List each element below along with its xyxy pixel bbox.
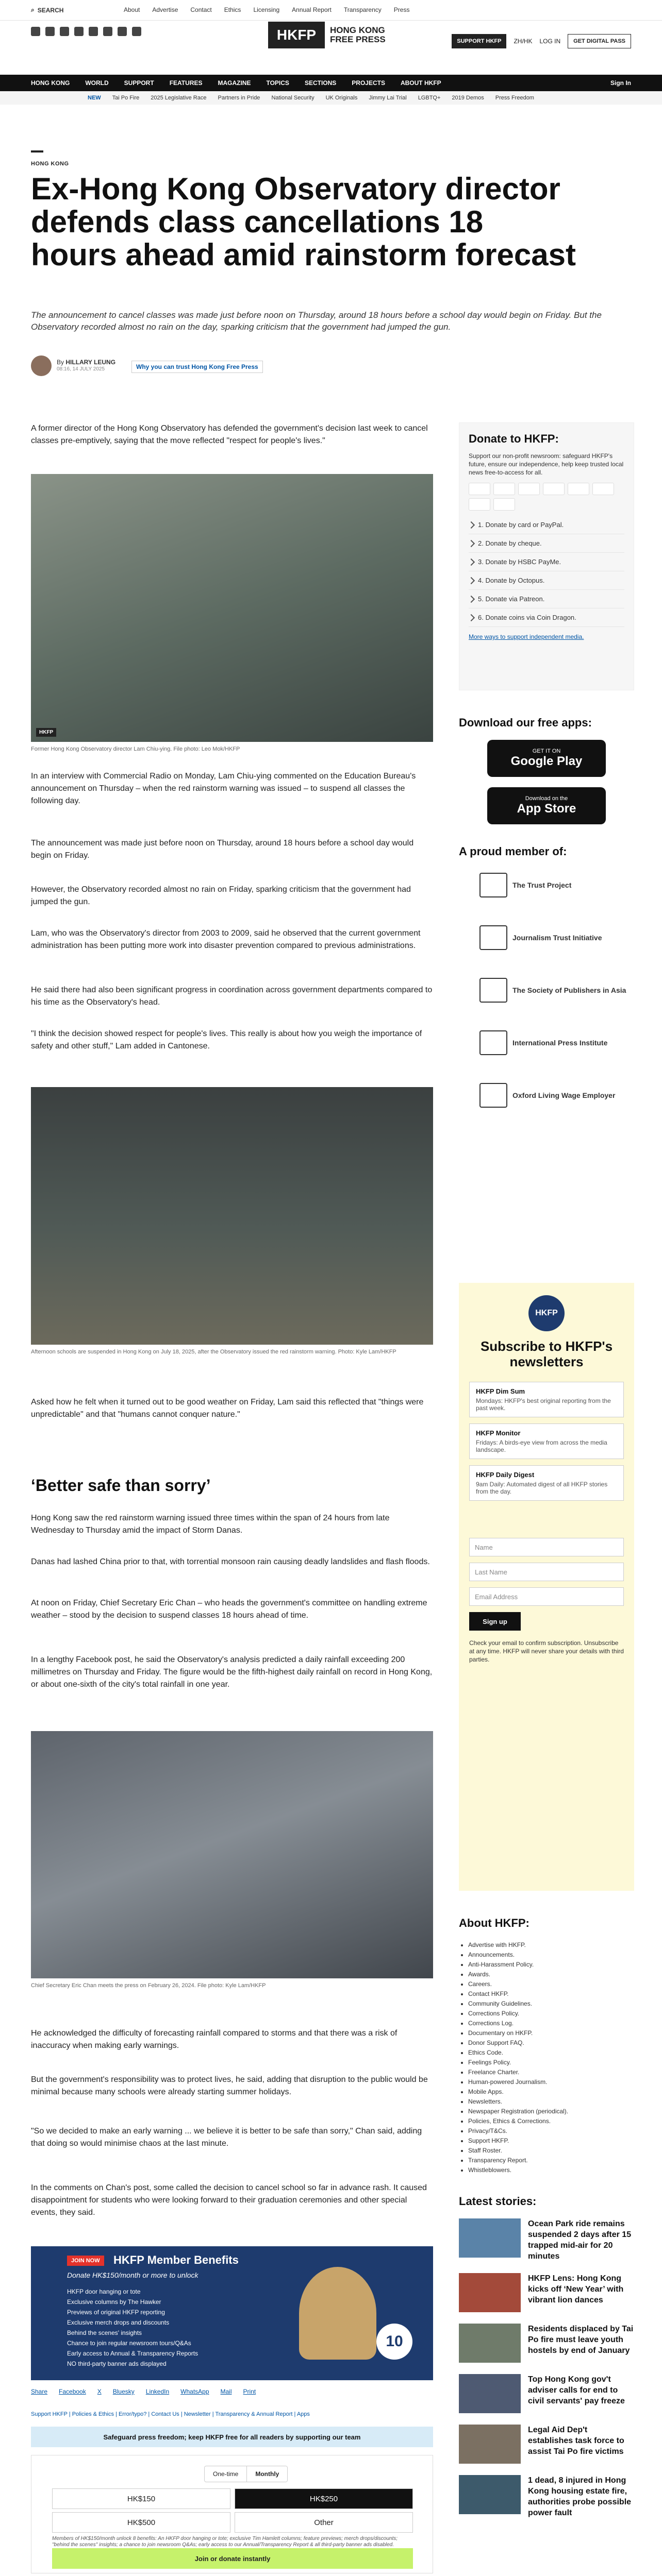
about-link[interactable]: • Support HKFP. <box>468 2136 634 2146</box>
story-thumbnail <box>459 2425 521 2464</box>
paragraph: The announcement was made just before noon on Thursday, around 18 hours before a school day would begin on Friday. <box>31 839 414 860</box>
subnav-item[interactable]: UK Originals <box>325 95 358 101</box>
about-link[interactable]: • Corrections Policy. <box>468 2009 634 2019</box>
octopus-icon <box>592 483 614 495</box>
sopa-logo <box>479 978 507 1003</box>
story-item[interactable]: Residents displaced by Tai Po fire must leave youth hostels by end of January <box>459 2324 634 2363</box>
header-actions <box>452 34 631 48</box>
donate-option[interactable]: 2. Donate by cheque. <box>469 534 624 553</box>
logo-text: HONG KONG FREE PRESS <box>330 25 386 44</box>
amount-other[interactable]: Other <box>235 2512 413 2533</box>
subnav-item[interactable]: LGBTQ+ <box>418 95 441 101</box>
mail-icon[interactable] <box>118 27 127 36</box>
about-link[interactable]: • Freelance Charter. <box>468 2067 634 2077</box>
amount-500[interactable]: HK$500 <box>52 2512 230 2533</box>
donate-heading: Donate to HKFP: <box>469 432 559 445</box>
about-section <box>459 1917 634 2175</box>
about-links <box>459 1940 634 2175</box>
nav-sections[interactable]: SECTIONS <box>304 79 337 87</box>
story-thumbnail <box>459 2374 521 2413</box>
logo-mark: HKFP <box>268 22 325 48</box>
chevron-right-icon <box>468 614 475 621</box>
photo-watermark: HKFP <box>36 728 56 737</box>
subnav-new-label: NEW <box>88 95 101 101</box>
util-link-ethics[interactable]: Ethics <box>224 6 241 13</box>
newsletter-option[interactable]: HKFP Monitor Fridays: A birds-eye view from across the media landscape. <box>469 1423 624 1459</box>
promo-title: HKFP Member Benefits <box>113 2253 239 2266</box>
paragraph: A former director of the Hong Kong Observatory has defended the government's decision last week to cancel classes pre-emptively, saying that the move reflected "respect for people's lives." <box>31 424 428 445</box>
newsletter-badge: HKFP <box>528 1295 565 1331</box>
article-photo-lam <box>31 474 433 742</box>
trust-project-logo <box>479 873 507 897</box>
article-photo-rain <box>31 1087 433 1345</box>
paragraph: But the government's responsibility was to protect lives, he said, adding that disruption to the public would be minimal because many schools were already starting summer holidays. <box>31 2075 428 2096</box>
site-logo[interactable] <box>268 22 386 48</box>
member-ipi[interactable]: International Press Institute <box>479 1026 634 1059</box>
paragraph: "I think the decision showed respect for people's lives. This really is about how you weigh the importance of safety and other stuff," Lam added in Cantonese. <box>31 1029 422 1050</box>
article-footer-links[interactable]: Support HKFP | Policies & Ethics | Error/typo? | Contact Us | Newsletter | Transparency & Annual Report | Apps <box>31 2411 310 2417</box>
article-photo-chan <box>31 1731 433 1978</box>
donate-payment-icons <box>469 483 624 511</box>
nav-magazine[interactable]: MAGAZINE <box>218 79 251 87</box>
nav-features[interactable]: FEATURES <box>169 79 203 87</box>
about-link[interactable]: • Anti-Harassment Policy. <box>468 1960 634 1970</box>
about-link[interactable]: • Community Guidelines. <box>468 1999 634 2009</box>
donate-note: Members of HK$150/month unlock 8 benefits: An HKFP door hanging or tote; exclusive Tim Hamlett columns; feature previews; merch drops/discounts; "behind the scenes" insights; a chance to join newsroom Q&As; early access to our Annual/Transparency Report & all third-party banner ads disabled. <box>52 2536 398 2547</box>
member-trust-project[interactable]: The Trust Project <box>479 869 634 902</box>
share-linkedin[interactable]: LinkedIn <box>145 2388 170 2395</box>
join-donate-button[interactable]: Join or donate instantly <box>52 2548 413 2569</box>
author-name[interactable]: HILLARY LEUNG <box>65 359 116 366</box>
newsletter-title: Subscribe to HKFP's newsletters <box>480 1338 613 1369</box>
newsletter-note: Check your email to confirm subscription. Unsubscribe at any time. HKFP will never share your details with third parties. <box>469 1639 624 1663</box>
paragraph: He said there had also been significant progress in coordination across government departments compared to his time as the Observatory's head. <box>31 986 433 1007</box>
paragraph: Asked how he felt when it turned out to be good weather on Friday, Lam said this reflected that "things were unpredictable" and that "humans cannot conquer nature." <box>31 1398 424 1419</box>
share-bluesky[interactable]: Bluesky <box>112 2388 135 2395</box>
article-title: Ex-Hong Kong Observatory director defends class cancellations 18 hours ahead amid rainstorm forecast <box>31 172 576 272</box>
toggle-monthly[interactable]: Monthly <box>246 2466 287 2482</box>
member-benefits-promo[interactable] <box>31 2246 433 2380</box>
story-item[interactable]: Ocean Park ride remains suspended 2 days after 15 trapped mid-air for 20 minutes <box>459 2218 634 2262</box>
promo-subtitle: Donate HK$150/month or more to unlock <box>67 2271 198 2279</box>
about-link[interactable]: • Transparency Report. <box>468 2156 634 2165</box>
paragraph: Lam, who was the Observatory's director from 2003 to 2009, said he observed that the current government administration has been putting more work into disaster prevention compared to previous administrations. <box>31 929 421 950</box>
latest-stories <box>459 2195 634 2530</box>
about-link[interactable]: • Contact HKFP. <box>468 1989 634 1999</box>
donation-frequency-toggle[interactable] <box>204 2466 288 2482</box>
util-link-annual-report[interactable]: Annual Report <box>292 6 332 13</box>
donate-option[interactable]: 1. Donate by card or PayPal. <box>469 516 624 534</box>
share-links <box>31 2388 256 2395</box>
share-label: Share <box>31 2388 48 2395</box>
subnav-item[interactable]: 2019 Demos <box>452 95 484 101</box>
paragraph: Hong Kong saw the red rainstorm warning issued three times within the span of 24 hours from late Wednesday to Thursday amid the impact of Storm Danas. <box>31 1514 390 1535</box>
app-store-button[interactable]: Download on the App Store <box>487 787 606 824</box>
facebook-icon[interactable] <box>31 27 40 36</box>
instagram-icon[interactable] <box>60 27 69 36</box>
nav-sign-in[interactable]: Sign In <box>610 79 631 87</box>
share-x[interactable]: X <box>97 2388 102 2395</box>
util-link-advertise[interactable]: Advertise <box>152 6 178 13</box>
apps-section <box>459 716 634 824</box>
publish-date: 08:16, 14 JULY 2025 <box>57 366 105 372</box>
social-icons <box>31 27 141 36</box>
subnav-item[interactable]: National Security <box>271 95 315 101</box>
about-link[interactable]: • Announcements. <box>468 1950 634 1960</box>
story-thumbnail <box>459 2273 521 2312</box>
amount-250[interactable]: HK$250 <box>235 2488 413 2509</box>
nav-topics[interactable]: TOPICS <box>266 79 289 87</box>
paragraph: He acknowledged the difficulty of forecasting rainfall compared to storms and that there was a risk of inaccuracy when making early warnings. <box>31 2029 398 2050</box>
util-link-licensing[interactable]: Licensing <box>253 6 280 13</box>
section-divider <box>31 150 43 152</box>
amount-150[interactable]: HK$150 <box>52 2488 230 2509</box>
member-jti[interactable]: Journalism Trust Initiative <box>479 921 634 954</box>
newsletter-option[interactable]: HKFP Dim Sum Mondays: HKFP's best original reporting from the past week. <box>469 1382 624 1417</box>
story-item[interactable]: 1 dead, 8 injured in Hong Kong housing estate fire, authorities probe possible power fault <box>459 2475 634 2518</box>
utility-links <box>124 6 409 13</box>
story-item[interactable]: Legal Aid Dep't establishes task force to assist Tai Po fire victims <box>459 2425 634 2464</box>
photo-caption: Former Hong Kong Observatory director Lam Chiu-ying. File photo: Leo Mok/HKFP <box>31 746 240 752</box>
paypal-icon <box>493 483 515 495</box>
youtube-icon[interactable] <box>89 27 98 36</box>
promo-benefits: HKFP door hanging or tote Exclusive columns by The Hawker Previews of original HKFP reporting Exclusive merch drops and discounts Behind the scenes' insights Chance to join regular newsroom tours/Q&As Early access to Annual & Transparency Reports NO third-party banner ads displayed <box>67 2288 198 2367</box>
google-play-button[interactable]: GET IT ON Google Play <box>487 740 606 777</box>
nav-world[interactable]: WORLD <box>85 79 109 87</box>
paragraph: However, the Observatory recorded almost no rain on Friday, sparking criticism that the government had jumped the gun. <box>31 885 411 906</box>
rss-icon[interactable] <box>132 27 141 36</box>
bluesky-icon[interactable] <box>103 27 112 36</box>
amex-icon <box>543 483 565 495</box>
chevron-right-icon <box>468 595 475 602</box>
donate-option[interactable]: 6. Donate coins via Coin Dragon. <box>469 608 624 627</box>
search-icon: ⌕ <box>31 6 35 13</box>
nav-hong-kong[interactable]: HONG KONG <box>31 79 70 87</box>
member-heading: A proud member of: <box>459 845 567 858</box>
util-link-transparency[interactable]: Transparency <box>343 6 382 13</box>
unionpay-icon <box>469 498 490 511</box>
paragraph: In the comments on Chan's post, some called the decision to cancel school so far in advance rash. It caused disappointment for students who were looking forward to their graduation ceremonies and other special events, they said. <box>31 2183 427 2217</box>
first-name-input[interactable]: Name <box>469 1538 624 1556</box>
member-section <box>459 845 634 1112</box>
util-link-about[interactable]: About <box>124 6 140 13</box>
newsletter-box <box>459 1283 634 1891</box>
nav-about[interactable]: ABOUT HKFP <box>400 79 441 87</box>
newsletter-option[interactable]: HKFP Daily Digest 9am Daily: Automated digest of all HKFP stories from the day. <box>469 1465 624 1501</box>
subnav-item[interactable]: 2025 Legislative Race <box>151 95 207 101</box>
donate-box <box>459 422 634 690</box>
about-heading: About HKFP: <box>459 1917 529 1929</box>
about-link[interactable]: • Documentary on HKFP. <box>468 2028 634 2038</box>
about-link[interactable]: • Whistleblowers. <box>468 2165 634 2175</box>
story-item[interactable]: HKFP Lens: Hong Kong kicks off ‘New Year’ with vibrant lion dances <box>459 2273 634 2312</box>
nav-support[interactable]: SUPPORT <box>124 79 154 87</box>
member-living-wage[interactable]: Oxford Living Wage Employer <box>479 1079 634 1112</box>
x-icon[interactable] <box>45 27 55 36</box>
story-thumbnail <box>459 2324 521 2363</box>
donate-intro: Support our non-profit newsroom: safeguard HKFP's future, ensure our independence, help keep trusted local news free-to-access for all. <box>469 452 624 476</box>
share-facebook[interactable]: Facebook <box>59 2388 86 2395</box>
email-input[interactable]: Email Address <box>469 1587 624 1606</box>
join-now-badge[interactable]: JOIN NOW <box>67 2256 104 2266</box>
about-link[interactable]: • Corrections Log. <box>468 2019 634 2028</box>
util-link-contact[interactable]: Contact <box>190 6 212 13</box>
photo-caption: Chief Secretary Eric Chan meets the press on February 26, 2024. File photo: Kyle Lam/HKFP <box>31 1982 266 1989</box>
about-link[interactable]: • Advertise with HKFP. <box>468 1940 634 1950</box>
about-link[interactable]: • Ethics Code. <box>468 2048 634 2058</box>
about-link[interactable]: • Staff Roster. <box>468 2146 634 2156</box>
about-link[interactable]: • Human-powered Journalism. <box>468 2077 634 2087</box>
paragraph: In a lengthy Facebook post, he said the Observatory's analysis predicted a daily rainfall exceeding 200 millimetres on Thursday and Friday. The figure would be the fifth-highest daily rainfall on record in Hong Kong, or about one-sixth of the city's total rainfall in one year. <box>31 1655 433 1689</box>
payme-icon <box>493 498 515 511</box>
story-thumbnail <box>459 2475 521 2514</box>
sub-nav <box>0 91 662 105</box>
paragraph: Danas had lashed China prior to that, with torrential monsoon rain causing deadly landslides and flash floods. <box>31 1557 430 1566</box>
subnav-item[interactable]: Press Freedom <box>495 95 534 101</box>
paragraph: "So we decided to make an early warning ... we believe it is better to be safe than sorry," Chan said, adding that doing so would minimise chaos at the last minute. <box>31 2127 422 2148</box>
byline: By HILLARY LEUNG 08:16, 14 JULY 2025 <box>31 355 115 376</box>
about-link[interactable]: • Careers. <box>468 1979 634 1989</box>
donate-option[interactable]: 3. Donate by HSBC PayMe. <box>469 553 624 571</box>
jcb-icon <box>568 483 589 495</box>
about-link[interactable]: • Awards. <box>468 1970 634 1979</box>
about-link[interactable]: • Mobile Apps. <box>468 2087 634 2097</box>
threads-icon[interactable] <box>74 27 84 36</box>
why-trust-link[interactable]: Why you can trust Hong Kong Free Press <box>131 361 263 373</box>
share-print[interactable]: Print <box>243 2388 256 2395</box>
safeguard-banner: Safeguard press freedom; keep HKFP free for all readers by supporting our team <box>31 2427 433 2447</box>
story-thumbnail <box>459 2218 521 2258</box>
about-link[interactable]: • Donor Support FAQ. <box>468 2038 634 2048</box>
about-link[interactable]: • Privacy/T&Cs. <box>468 2126 634 2136</box>
main-nav <box>0 75 662 91</box>
chevron-right-icon <box>468 577 475 584</box>
story-item[interactable]: Top Hong Kong gov't adviser calls for end to civil servants' pay freeze <box>459 2374 634 2413</box>
util-link-press[interactable]: Press <box>393 6 410 13</box>
top-utility-bar <box>0 0 662 21</box>
jti-logo <box>479 925 507 950</box>
mastercard-icon <box>469 483 490 495</box>
share-whatsapp[interactable]: WhatsApp <box>180 2388 209 2395</box>
donate-option[interactable]: 5. Donate via Patreon. <box>469 590 624 608</box>
living-wage-logo <box>479 1083 507 1108</box>
signup-button[interactable]: Sign up <box>469 1612 521 1631</box>
paragraph: In an interview with Commercial Radio on Monday, Lam Chiu-ying commented on the Education Bureau's announcement on Thursday – when the red rainstorm warning was issued – to suspend all classes the following day. <box>31 772 416 805</box>
more-ways-link[interactable]: More ways to support independent media. <box>469 633 584 640</box>
subnav-item[interactable]: Jimmy Lai Trial <box>369 95 407 101</box>
chevron-right-icon <box>468 521 475 528</box>
search-button[interactable]: ⌕ SEARCH <box>31 6 64 14</box>
about-link[interactable]: • Policies, Ethics & Corrections. <box>468 2116 634 2126</box>
last-name-input[interactable]: Last Name <box>469 1563 624 1581</box>
donate-panel <box>31 2455 433 2573</box>
chevron-right-icon <box>468 558 475 565</box>
chevron-right-icon <box>468 539 475 547</box>
member-sopa[interactable]: The Society of Publishers in Asia <box>479 974 634 1007</box>
apps-heading: Download our free apps: <box>459 716 592 729</box>
support-button[interactable]: SUPPORT HKFP <box>452 34 506 48</box>
toggle-one-time[interactable]: One-time <box>213 2470 239 2478</box>
digital-pass-button[interactable]: GET DIGITAL PASS <box>568 34 631 48</box>
nav-projects[interactable]: PROJECTS <box>352 79 385 87</box>
donate-option[interactable]: 4. Donate by Octopus. <box>469 571 624 590</box>
subheading: ‘Better safe than sorry’ <box>31 1476 211 1495</box>
author-avatar <box>31 355 52 376</box>
about-link[interactable]: • Newspaper Registration (periodical). <box>468 2107 634 2116</box>
photo-caption: Afternoon schools are suspended in Hong Kong on July 18, 2025, after the Observatory issued the red rainstorm warning. Photo: Kyle Lam/HKFP <box>31 1349 396 1355</box>
paragraph: At noon on Friday, Chief Secretary Eric Chan – who heads the government's committee on handling extreme weather – stood by the decision to suspend classes 18 hours ahead of time. <box>31 1599 427 1620</box>
ipi-logo <box>479 1030 507 1055</box>
subnav-item[interactable]: Partners in Pride <box>218 95 260 101</box>
login-link[interactable]: LOG IN <box>539 38 561 45</box>
about-link[interactable]: • Feelings Policy. <box>468 2058 634 2067</box>
about-link[interactable]: • Newsletters. <box>468 2097 634 2107</box>
visa-icon <box>518 483 540 495</box>
deer-mascot <box>299 2267 376 2360</box>
anniversary-badge: 10 <box>376 2324 412 2360</box>
section-label[interactable]: HONG KONG <box>31 161 69 167</box>
language-switch[interactable]: ZH/HK <box>514 38 533 45</box>
article-standfirst: The announcement to cancel classes was made just before noon on Thursday, around 18 hours before a school day would begin on Friday. But the Observatory recorded almost no rain on the day, sparking criticism that the government had jumped the gun. <box>31 310 602 332</box>
subnav-item[interactable]: Tai Po Fire <box>112 95 140 101</box>
share-mail[interactable]: Mail <box>220 2388 232 2395</box>
latest-heading: Latest stories: <box>459 2195 537 2208</box>
